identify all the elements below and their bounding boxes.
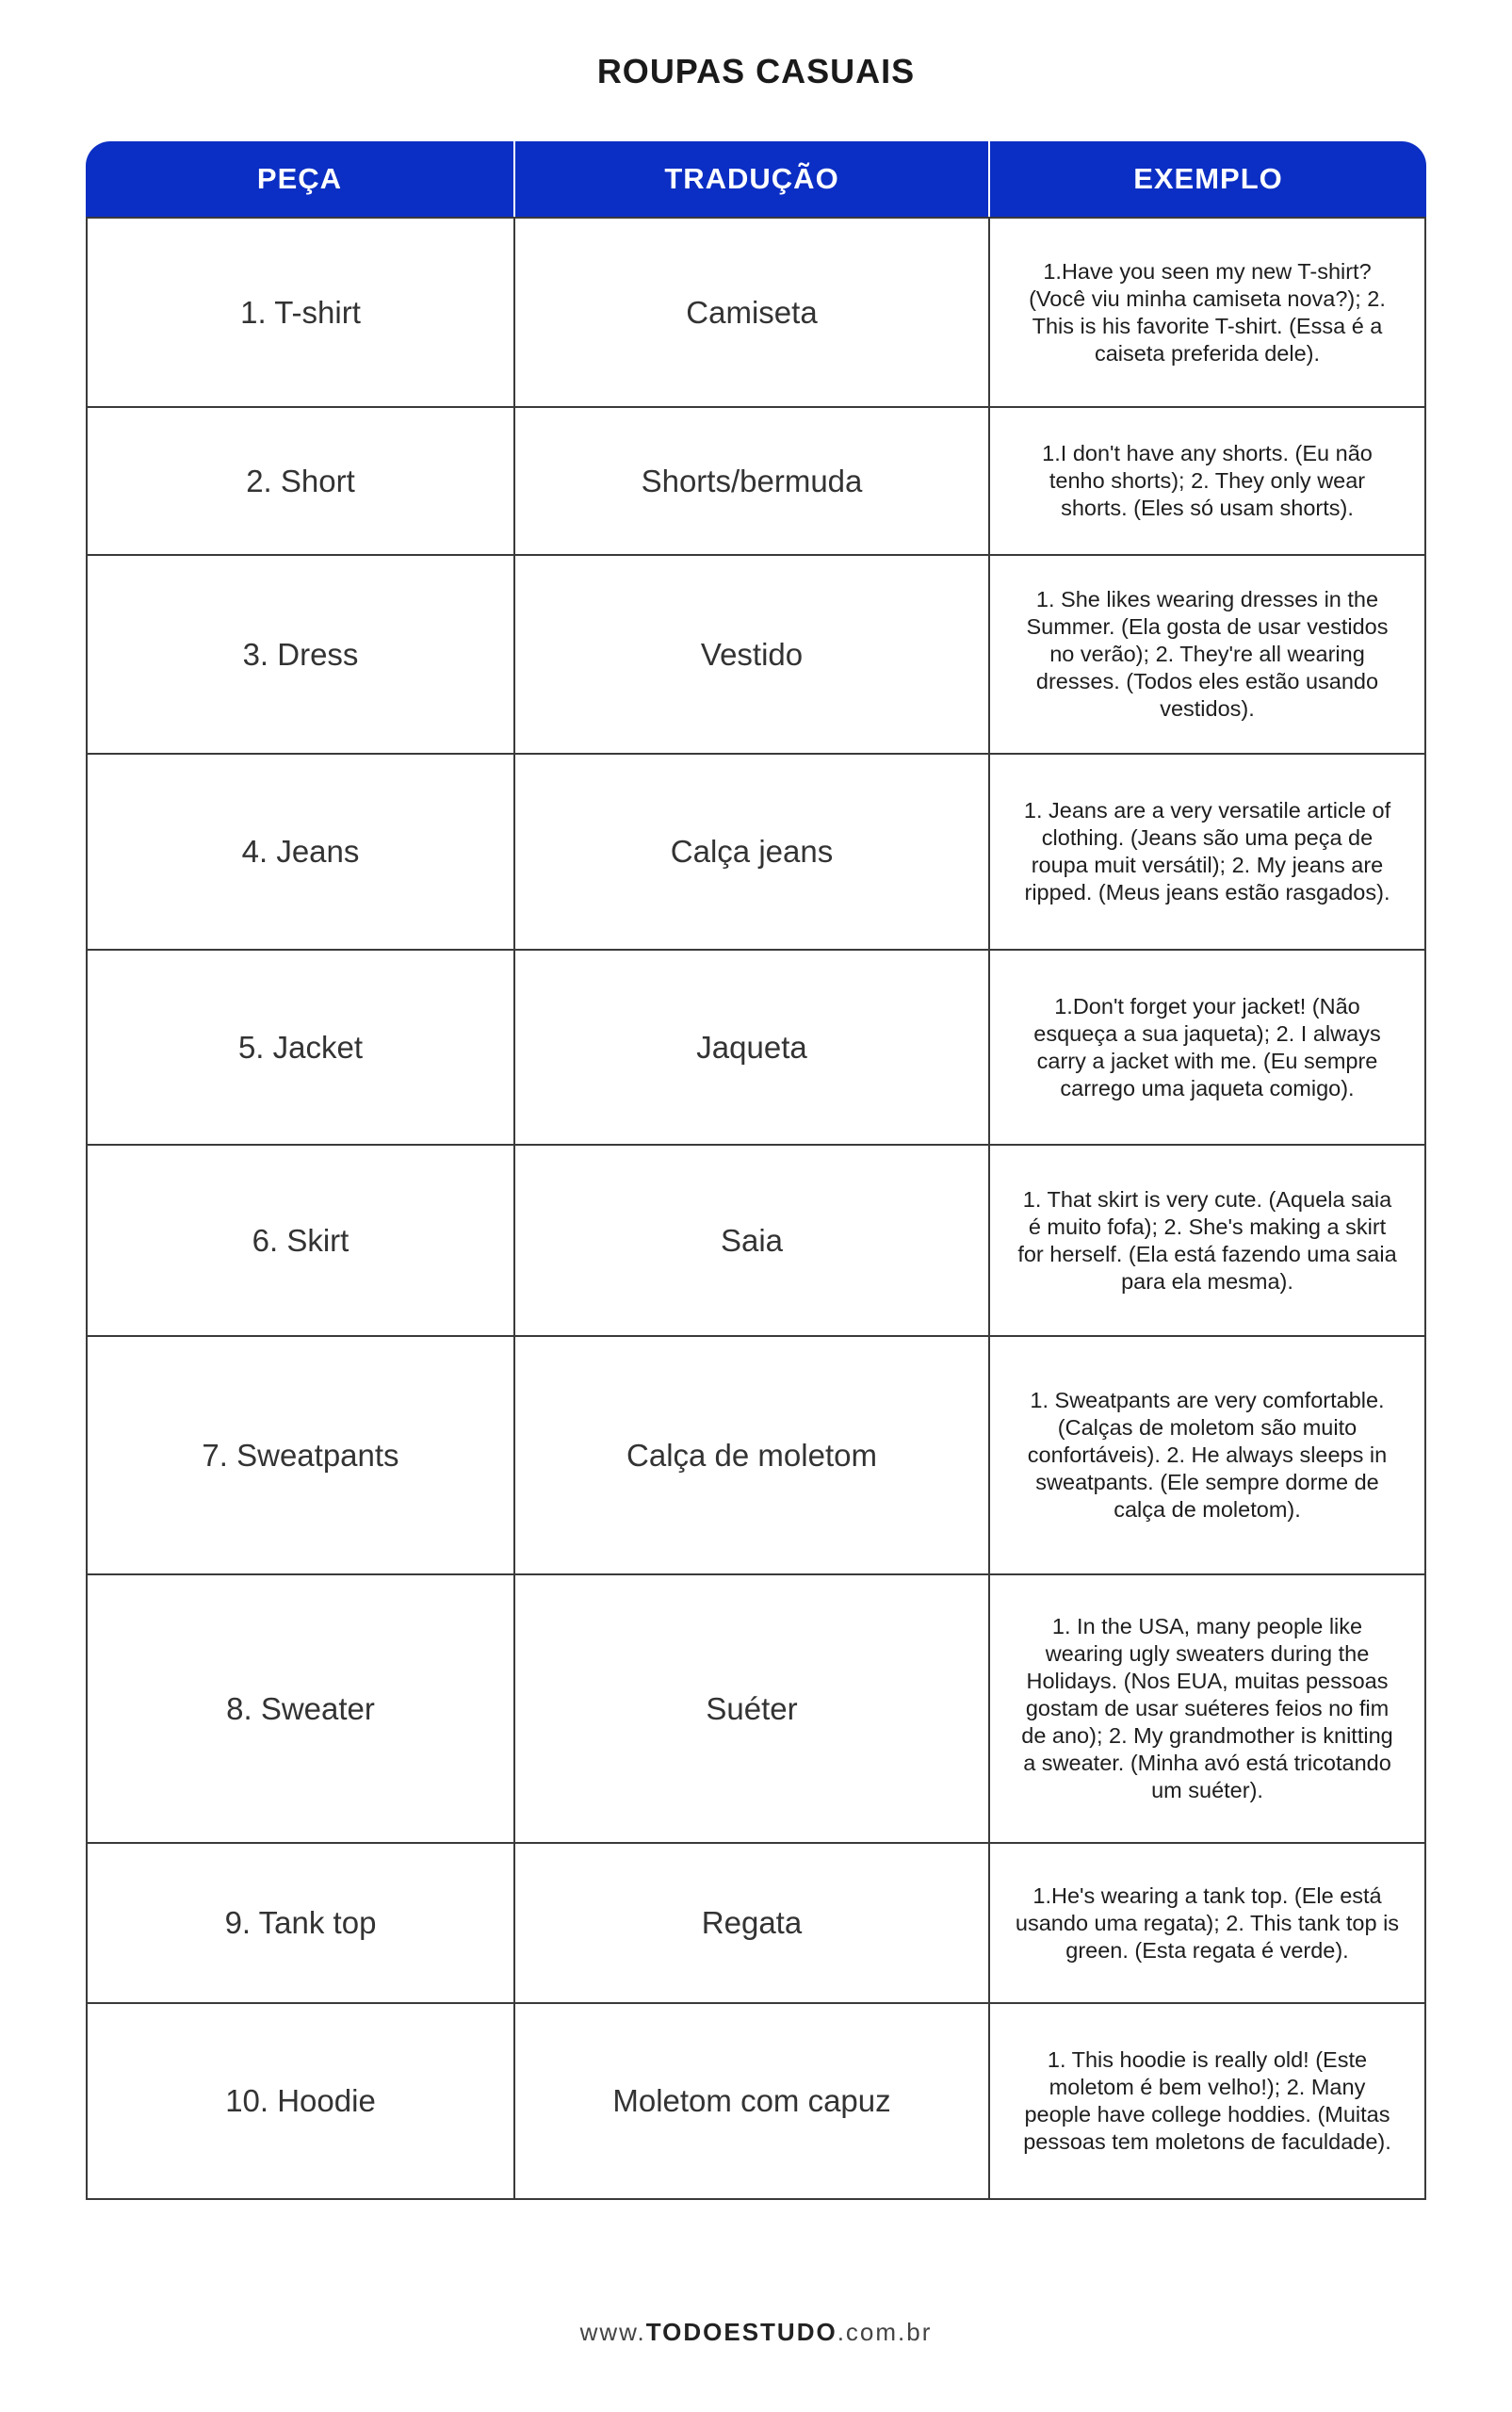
translation-cell: Saia (515, 1146, 990, 1337)
footer-brand: TODOESTUDO (645, 2318, 837, 2346)
vocabulary-table (86, 141, 1426, 2200)
example-cell: 1. In the USA, many people like wearing ugly sweaters during the Holidays. (Nos EUA, muitas pessoas gostam de usar suéteres feios no fim de ano); 2. My grandmother is knitting a sweater. (Minha avó está tricotando um suéter). (990, 1575, 1426, 1844)
footer-prefix: www. (579, 2318, 646, 2346)
translation-cell: Calça jeans (515, 755, 990, 951)
table-row (86, 951, 1426, 1146)
table-row (86, 408, 1426, 556)
example-cell: 1.I don't have any shorts. (Eu não tenho shorts); 2. They only wear shorts. (Eles só usam shorts). (990, 408, 1426, 556)
piece-cell: 10. Hoodie (86, 2004, 515, 2200)
translation-cell: Camiseta (515, 217, 990, 408)
piece-cell: 1. T-shirt (86, 217, 515, 408)
table-row (86, 2004, 1426, 2200)
example-cell: 1. That skirt is very cute. (Aquela saia é muito fofa); 2. She's making a skirt for herself. (Ela está fazendo uma saia para ela mesma). (990, 1146, 1426, 1337)
table-row (86, 217, 1426, 408)
translation-cell: Moletom com capuz (515, 2004, 990, 2200)
footer-suffix: .com.br (837, 2318, 933, 2346)
table-header (86, 141, 1426, 217)
example-cell: 1.He's wearing a tank top. (Ele está usando uma regata); 2. This tank top is green. (Esta regata é verde). (990, 1844, 1426, 2004)
piece-cell: 7. Sweatpants (86, 1337, 515, 1575)
piece-cell: 3. Dress (86, 556, 515, 755)
piece-cell: 5. Jacket (86, 951, 515, 1146)
translation-cell: Calça de moletom (515, 1337, 990, 1575)
footer-website (0, 2318, 1512, 2347)
page-title: ROUPAS CASUAIS (596, 52, 916, 90)
translation-cell: Jaqueta (515, 951, 990, 1146)
header-example: EXEMPLO (990, 141, 1426, 217)
header-translation: TRADUÇÃO (515, 141, 990, 217)
translation-cell: Suéter (515, 1575, 990, 1844)
example-cell: 1.Have you seen my new T-shirt? (Você viu minha camiseta nova?); 2. This is his favorite T-shirt. (Essa é a caiseta preferida dele). (990, 217, 1426, 408)
piece-cell: 8. Sweater (86, 1575, 515, 1844)
example-cell: 1. This hoodie is really old! (Este moletom é bem velho!); 2. Many people have college hoddies. (Muitas pessoas tem moletons de faculdade). (990, 2004, 1426, 2200)
piece-cell: 2. Short (86, 408, 515, 556)
table-row (86, 556, 1426, 755)
example-cell: 1. She likes wearing dresses in the Summer. (Ela gosta de usar vestidos no verão); 2. They're all wearing dresses. (Todos eles estão usando vestidos). (990, 556, 1426, 755)
example-cell: 1. Sweatpants are very comfortable. (Calças de moletom são muito confortáveis). 2. He always sleeps in sweatpants. (Ele sempre dorme de calça de moletom). (990, 1337, 1426, 1575)
translation-cell: Regata (515, 1844, 990, 2004)
piece-cell: 6. Skirt (86, 1146, 515, 1337)
table-row (86, 1337, 1426, 1575)
example-cell: 1.Don't forget your jacket! (Não esqueça a sua jaqueta); 2. I always carry a jacket with me. (Eu sempre carrego uma jaqueta comigo). (990, 951, 1426, 1146)
table-row (86, 755, 1426, 951)
piece-cell: 4. Jeans (86, 755, 515, 951)
table-body (86, 217, 1426, 2200)
table-row (86, 1575, 1426, 1844)
table-row (86, 1146, 1426, 1337)
header-piece: PEÇA (86, 141, 515, 217)
example-cell: 1. Jeans are a very versatile article of clothing. (Jeans são uma peça de roupa muit versátil); 2. My jeans are ripped. (Meus jeans estão rasgados). (990, 755, 1426, 951)
table-row (86, 1844, 1426, 2004)
translation-cell: Vestido (515, 556, 990, 755)
translation-cell: Shorts/bermuda (515, 408, 990, 556)
piece-cell: 9. Tank top (86, 1844, 515, 2004)
